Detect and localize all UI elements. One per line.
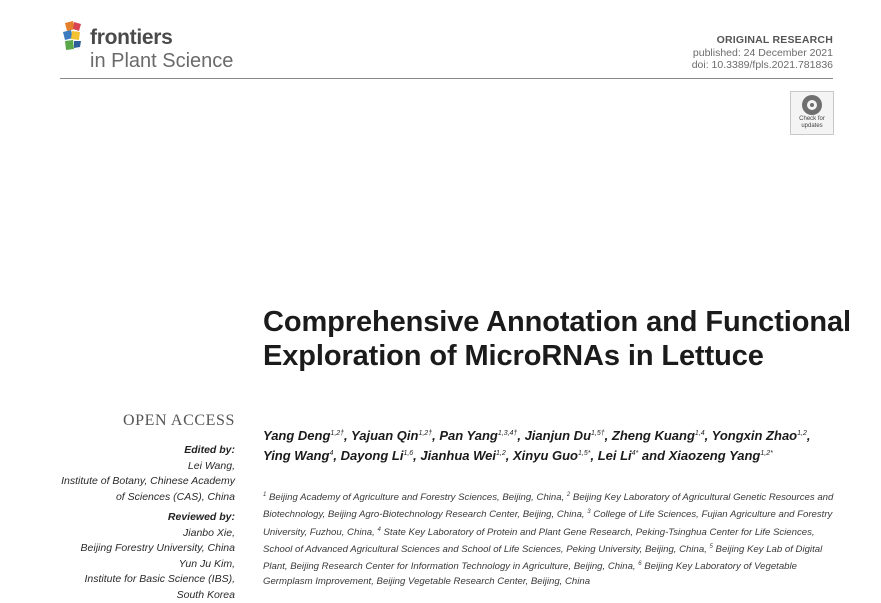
affiliation-text: College of Life Sciences, Fujian Agriculture and Forestry University, Fuzhou, China, bbox=[263, 509, 832, 537]
doi-link[interactable]: doi: 10.3389/fpls.2021.781836 bbox=[692, 59, 833, 72]
author-name[interactable]: Ying Wang bbox=[263, 448, 329, 463]
author-name[interactable]: Dayong Li bbox=[341, 448, 404, 463]
author-affiliation-marker: 1,5* bbox=[578, 450, 590, 457]
reviewer-affiliation: Beijing Forestry University, China bbox=[81, 541, 235, 557]
affiliation-marker: 5 bbox=[710, 544, 713, 550]
author-affiliation-marker: 1,3,4† bbox=[498, 430, 517, 437]
affiliation-text: State Key Laboratory of Protein and Plant Gene Research, Peking-Tsinghua Center for Life Sciences, School of Advanced Agricultural Sciences and School of Life Sciences, Peking University, Beijing, China, bbox=[263, 527, 815, 555]
author-name[interactable]: Yang Deng bbox=[263, 428, 330, 443]
author-name[interactable]: Zheng Kuang bbox=[612, 428, 695, 443]
published-date: published: 24 December 2021 bbox=[693, 47, 833, 60]
author-affiliation-marker: 1,2* bbox=[760, 450, 772, 457]
author-affiliation-marker: 4* bbox=[632, 450, 639, 457]
affiliation-marker: 6 bbox=[638, 561, 641, 567]
article-type: ORIGINAL RESEARCH bbox=[717, 34, 833, 47]
editor-affiliation: Institute of Botany, Chinese Academy bbox=[61, 474, 235, 490]
reviewer-block bbox=[81, 510, 235, 603]
author-list: Yang Deng$^{1,2\dagger}$, Yajuan Qin$^{1,2\dagger}$, Pan Yang$^{1,3,4\dagger}$, Jianjun $Du^{1,5\dagger}$, Zheng Kuang$^{1,4}$, Yongxin Zhao$^{1,2}$, Ying Wang$^4$, Dayong Li$^{1,6}$, Jianhua Wei$^{1,2}$, Xinyu Guo$^{1,5*}$, Lei $Li^{4*}$ and Xiaozeng Yang$^{1,2*}$ bbox=[263, 425, 823, 464]
affiliation-marker: 4 bbox=[377, 527, 380, 533]
reviewed-by-label: Reviewed by: bbox=[81, 510, 235, 526]
check-for-updates-label: Check for updates bbox=[791, 116, 833, 130]
editor-affiliation: of Sciences (CAS), China bbox=[61, 490, 235, 506]
editor-name: Lei Wang, bbox=[61, 459, 235, 475]
author-name[interactable]: Yajuan Qin bbox=[351, 428, 418, 443]
author-name[interactable]: Jianhua Wei bbox=[420, 448, 496, 463]
author-affiliation-marker: 1,2† bbox=[418, 430, 432, 437]
check-for-updates-button[interactable] bbox=[790, 91, 834, 135]
author-affiliation-marker: 1,5† bbox=[591, 430, 605, 437]
open-access-label: OPEN ACCESS bbox=[123, 412, 235, 430]
affiliation-text: Beijing Academy of Agriculture and Forestry Sciences, Beijing, China, bbox=[266, 492, 567, 503]
author-affiliation-marker: 4 bbox=[329, 450, 333, 457]
author-name[interactable]: Yongxin Zhao bbox=[712, 428, 797, 443]
affiliation-text: Beijing Key Laboratory of Vegetable Germplasm Improvement, Beijing Vegetable Research Center, Beijing, China bbox=[263, 561, 797, 587]
author-affiliation-marker: 1,2 bbox=[797, 430, 807, 437]
article-title: Comprehensive Annotation and Functional Exploration of MicroRNAs in Lettuce bbox=[263, 306, 853, 373]
author-affiliation-marker: 1,4 bbox=[695, 430, 705, 437]
journal-name[interactable]: frontiers bbox=[90, 27, 172, 49]
header-divider bbox=[60, 78, 833, 79]
author-affiliation-marker: 1,6 bbox=[403, 450, 413, 457]
author-name[interactable]: Xinyu Guo bbox=[513, 448, 578, 463]
author-name[interactable]: Xiaozeng Yang bbox=[669, 448, 761, 463]
check-for-updates-icon bbox=[802, 95, 822, 115]
affiliation-text: Beijing Key Laboratory of Agricultural Genetic Resources and Biotechnology, Beijing Agro-Biotechnology Research Center, Beijing, China, bbox=[263, 492, 833, 520]
affiliation-marker: 2 bbox=[567, 492, 570, 498]
author-affiliation-marker: 1,2 bbox=[496, 450, 506, 457]
reviewer-name: Yun Ju Kim, bbox=[81, 557, 235, 573]
author-name[interactable]: Lei Li bbox=[598, 448, 632, 463]
reviewer-affiliation: South Korea bbox=[81, 588, 235, 603]
journal-subtitle[interactable]: in Plant Science bbox=[90, 50, 233, 72]
affiliation-text: Beijing Key Lab of Digital Plant, Beijing Research Center for Information Technology in Agriculture, Beijing, China, bbox=[263, 544, 822, 572]
edited-by-label: Edited by: bbox=[61, 443, 235, 459]
reviewer-affiliation: Institute for Basic Science (IBS), bbox=[81, 572, 235, 588]
author-affiliation-marker: 1,2† bbox=[330, 430, 344, 437]
author-name[interactable]: Jianjun Du bbox=[525, 428, 591, 443]
affiliations bbox=[263, 488, 838, 590]
editor-block bbox=[61, 443, 235, 505]
reviewer-name: Jianbo Xie, bbox=[81, 526, 235, 542]
frontiers-logo-icon[interactable] bbox=[62, 20, 88, 52]
affiliation-marker: 3 bbox=[587, 509, 590, 515]
affiliation-marker: 1 bbox=[263, 492, 266, 498]
author-name[interactable]: Pan Yang bbox=[439, 428, 498, 443]
